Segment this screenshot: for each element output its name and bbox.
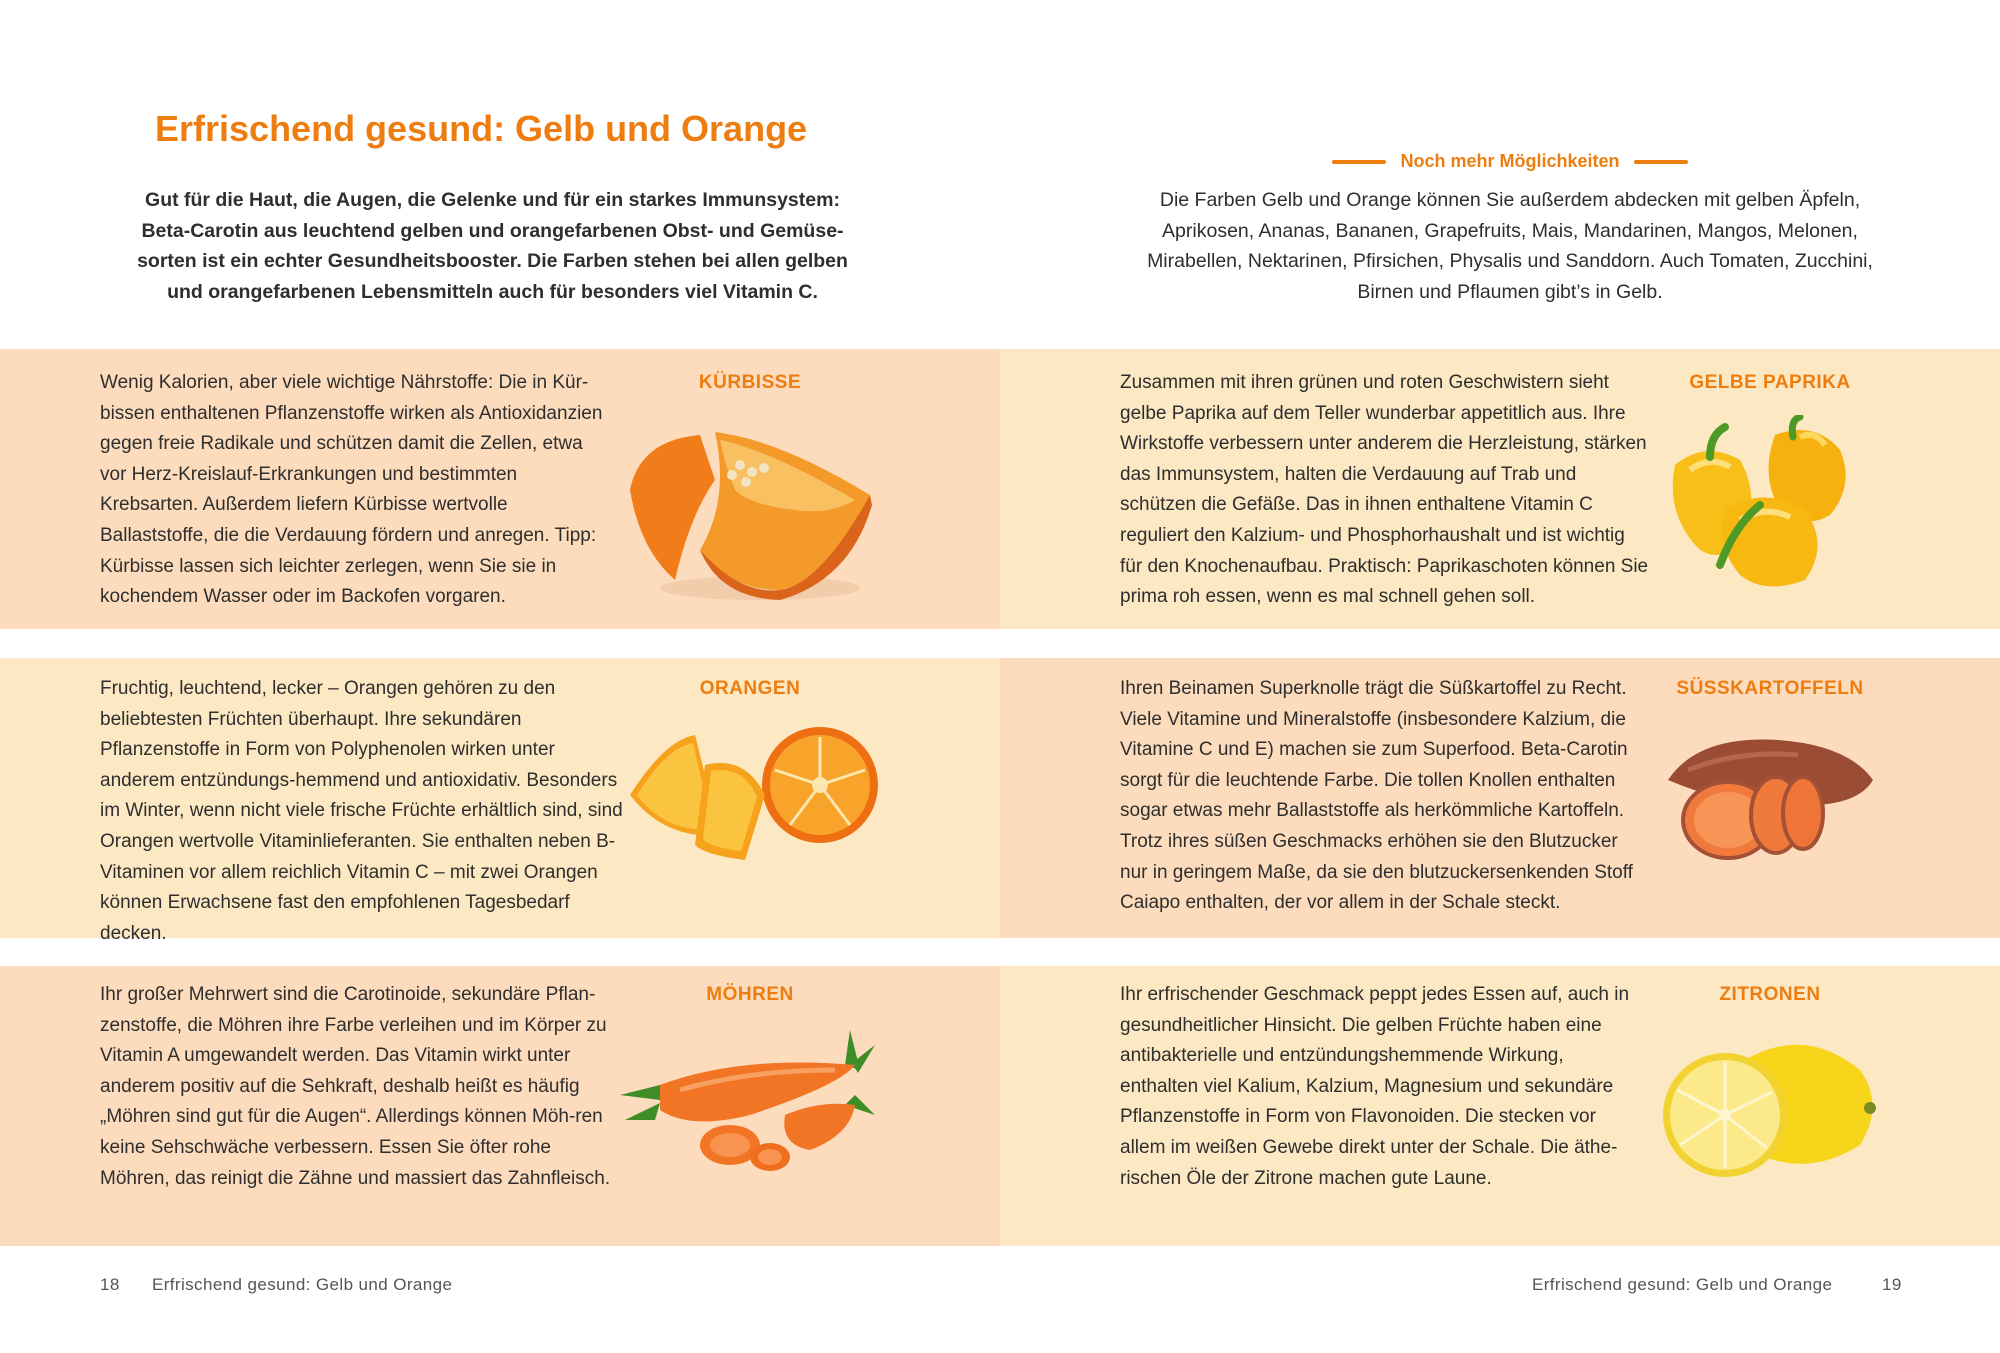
- pumpkin-slice-icon: [620, 420, 880, 610]
- sweet-potato-icon: [1658, 725, 1878, 865]
- more-options-label: Noch mehr Möglichkeiten: [1400, 151, 1620, 171]
- lemon-icon: [1655, 1030, 1885, 1185]
- carrots-icon: [620, 1025, 885, 1175]
- card-title-suesskartoffeln: SÜSSKARTOFFELN: [1676, 678, 1864, 699]
- heading-dash-left: [1332, 160, 1386, 164]
- yellow-pepper-icon: [1665, 415, 1865, 595]
- page-title: Erfrischend gesund: Gelb und Orange: [155, 108, 808, 149]
- page-number-right: 19: [1882, 1275, 1902, 1294]
- running-title-left: Erfrischend gesund: Gelb und Orange: [152, 1275, 453, 1294]
- card-title-moehren: MÖHREN: [706, 984, 794, 1005]
- card-text-kuerbisse: Wenig Kalorien, aber viele wichtige Nährstoffe: Die in Kür-bissen enthaltenen Pflanzenstoffe wirken als Antioxidanzien gegen freie Radikale und schützen damit die Zellen, etwa vor Herz-Kreislauf-Erkrankungen und bestimmten Krebsarten. Außerdem liefern Kürbisse wertvolle Ballaststoffe, die die Verdauung fördern und anregen. Tipp: Kürbisse lassen sich leichter zerlegen, wenn Sie sie in kochendem Wasser oder im Backofen vorgaren.: [100, 372, 603, 608]
- card-title-orangen: ORANGEN: [699, 678, 801, 699]
- card-text-moehren: Ihr großer Mehrwert sind die Carotinoide, sekundäre Pflan-zenstoffe, die Möhren ihre Farbe verleihen und im Körper zu Vitamin A umgewandelt werden. Das Vitamin wirkt unter anderem positiv auf die Sehkraft, deshalb heißt es häufig „Möhren sind gut für die Augen“. Allerdings können Möh-ren keine Sehschwäche verbessern. Essen Sie öfter rohe Möhren, das reinigt die Zähne und massiert das Zahnfleisch.: [100, 984, 611, 1189]
- page-number-left: 18: [100, 1275, 120, 1294]
- more-options-text: Die Farben Gelb und Orange können Sie außerdem abdecken mit gelben Äpfeln, Aprikosen, Ananas, Bananen, Grapefruits, Mais, Mandarinen, Mangos, Melonen, Mirabellen, Nektarinen, Pfirsichen, Physalis und Sanddorn. Auch Tomaten, Zucchini, Birnen und Pflaumen gibt’s in Gelb.: [1147, 189, 1873, 303]
- card-text-orangen: Fruchtig, leuchtend, lecker – Orangen gehören zu den beliebtesten Früchten überhaupt. Ihre sekundären Pflanzenstoffe in Form von Polyphenolen wirken unter anderem entzündungs-hemmend und antioxidativ. Besonders im Winter, wenn nicht viele frische Früchte erhältlich sind, sind Orangen wertvolle Vitaminlieferanten. Sie enthalten neben B-Vitaminen vor allem reichlich Vitamin C – mit zwei Orangen können Erwachsene fast den empfohlenen Tagesbedarf decken.: [100, 678, 623, 944]
- running-title-right: Erfrischend gesund: Gelb und Orange: [1532, 1275, 1833, 1294]
- card-text-gelbe-paprika: Zusammen mit ihren grünen und roten Geschwistern sieht gelbe Paprika auf dem Teller wunderbar appetitlich aus. Ihre Wirkstoffe verbessern unter anderem die Herzleistung, stärken das Immunsystem, halten die Verdauung auf Trab und schützen die Gefäße. Das in ihnen enthaltene Vitamin C reguliert den Kalzium- und Phosphorhaushalt und ist wichtig für den Knochenaufbau. Praktisch: Paprikaschoten können Sie prima roh essen, wenn es mal schnell gehen soll.: [1120, 372, 1649, 608]
- card-title-gelbe-paprika: GELBE PAPRIKA: [1689, 372, 1851, 393]
- intro-paragraph: Gut für die Haut, die Augen, die Gelenke und für ein starkes Immunsystem: Beta-Carotin aus leuchtend gelben und orangefarbenen Obst- und Gemüse-sorten ist ein echter Gesundheitsbooster. Die Farben stehen bei allen gelben und orangefarbenen Lebensmitteln auch für besonders viel Vitamin C.: [137, 189, 848, 303]
- card-text-suesskartoffeln: Ihren Beinamen Superknolle trägt die Süßkartoffel zu Recht. Viele Vitamine und Mineralstoffe (insbesondere Kalzium, die Vitamine C und E) machen sie zum Superfood. Beta-Carotin sorgt für die leuchtende Farbe. Die tollen Knollen enthalten sogar etwas mehr Ballaststoffe als herkömmliche Kartoffeln. Trotz ihres süßen Geschmacks erhöhen sie den Blutzucker nur in geringem Maße, da sie den blutzuckersenkenden Stoff Caiapo enthalten, der vor allem in der Schale steckt.: [1120, 678, 1633, 914]
- orange-fruit-icon: [625, 725, 895, 865]
- card-title-kuerbisse: KÜRBISSE: [698, 372, 802, 393]
- heading-dash-right: [1634, 160, 1688, 164]
- card-title-zitronen: ZITRONEN: [1719, 984, 1821, 1005]
- more-options-heading: [1170, 151, 1850, 172]
- card-text-zitronen: Ihr erfrischender Geschmack peppt jedes Essen auf, auch in gesundheitlicher Hinsicht. Die gelben Früchte haben eine antibakterielle und entzündungshemmende Wirkung, enthalten viel Kalium, Kalzium, Magnesium und sekundäre Pflanzenstoffe in Form von Flavonoiden. Die stecken vor allem im weißen Gewebe direkt unter der Schale. Die äthe-rischen Öle der Zitrone machen gute Laune.: [1120, 984, 1630, 1189]
